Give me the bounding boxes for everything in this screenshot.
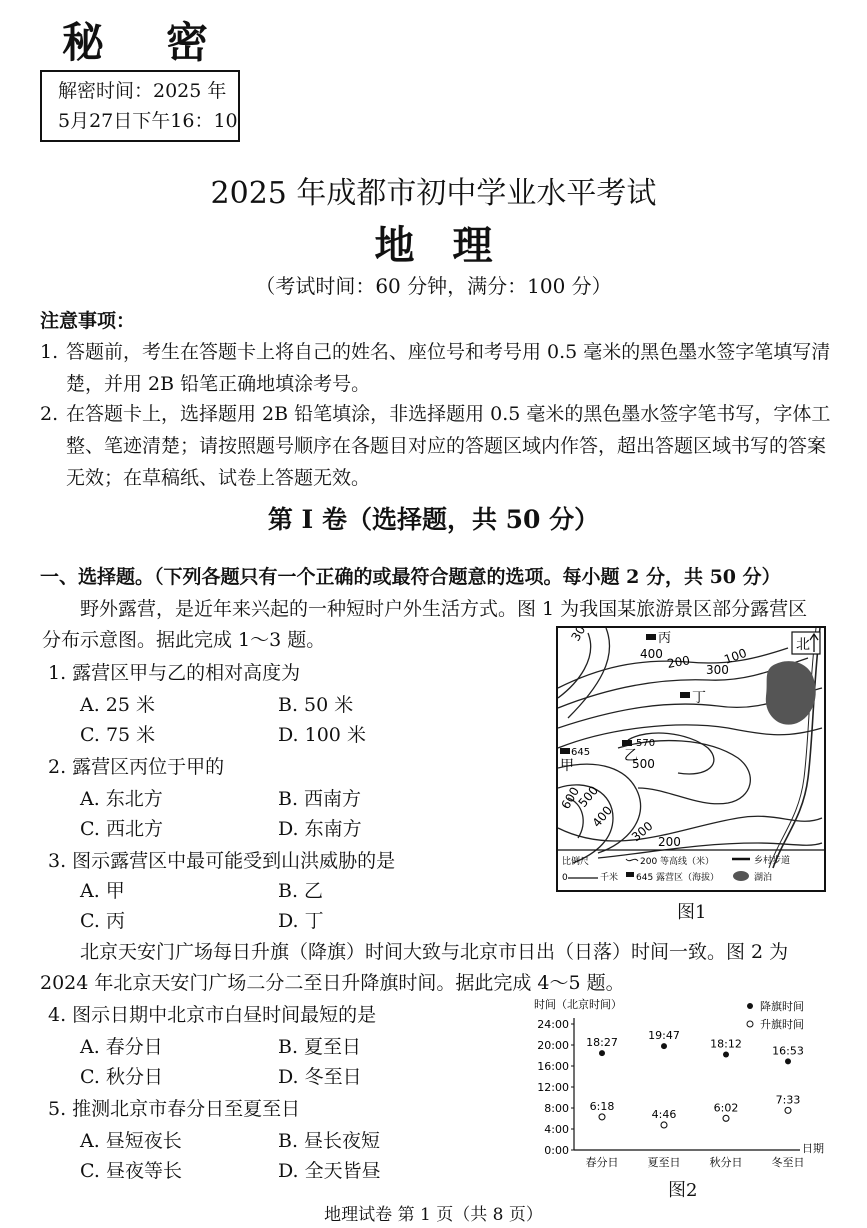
data-label: 4:46 <box>651 1107 677 1121</box>
group2-intro-line1: 北京天安门广场每日升旗（降旗）时间大致与北京市日出（日落）时间一致。图 2 为 <box>80 941 789 963</box>
option: B. 50 米 <box>278 694 354 716</box>
declass-line-1: 解密时间：2025 年 <box>58 80 227 102</box>
question-stem: 5. 推测北京市春分日至夏至日 <box>48 1098 301 1120</box>
y-tick-label: 20:00 <box>537 1039 569 1052</box>
option: D. 全天皆昼 <box>278 1160 381 1182</box>
lowering-point <box>785 1058 791 1064</box>
legend-trail: 乡村步道 <box>754 856 791 866</box>
contour-label: 200 <box>658 835 681 849</box>
option: B. 昼长夜短 <box>278 1130 381 1152</box>
option: C. 昼夜等长 <box>80 1160 182 1182</box>
secret-mark: 秘密 <box>62 18 271 67</box>
y-tick-label: 0:00 <box>544 1144 569 1157</box>
option: D. 丁 <box>278 910 324 932</box>
camp-yi-label: 乙 <box>624 748 638 764</box>
page-footer: 地理试卷 第 1 页（共 8 页） <box>324 1205 543 1225</box>
data-label: 18:27 <box>586 1036 618 1050</box>
legend-contour: 200 等高线（米） <box>640 857 715 867</box>
group1-intro-line2: 分布示意图。据此完成 1～3 题。 <box>42 629 326 651</box>
x-tick-label: 冬至日 <box>771 1156 805 1169</box>
option: B. 夏至日 <box>278 1036 362 1058</box>
y-tick-label: 24:00 <box>537 1018 569 1031</box>
option: C. 丙 <box>80 910 125 932</box>
contour-label: 600 <box>558 784 583 812</box>
data-label: 19:47 <box>648 1029 680 1043</box>
exam-info: （考试时间：60 分钟，满分：100 分） <box>255 274 612 298</box>
lowering-point <box>723 1051 729 1057</box>
notice-item <box>40 336 840 400</box>
contour-label: 400 <box>640 647 663 661</box>
contour-map-svg <box>558 628 824 890</box>
notice-item-text: 答题前，考生在答题卡上将自己的姓名、座位号和考号用 0.5 毫米的黑色墨水签字笔填写清楚，并用 2B 铅笔正确地填涂考号。 <box>66 341 831 395</box>
notice-item-number: 2. <box>40 403 59 425</box>
group2-intro-line2: 2024 年北京天安门广场二分二至日升降旗时间。据此完成 4～5 题。 <box>40 972 625 994</box>
notice-title: 注意事项： <box>40 310 136 332</box>
x-tick-label: 夏至日 <box>647 1156 681 1169</box>
question-stem: 3. 图示露营区中最可能受到山洪威胁的是 <box>48 850 396 872</box>
data-label: 6:18 <box>589 1099 615 1113</box>
legend-lowering-marker <box>747 1003 753 1009</box>
data-label: 6:02 <box>713 1101 739 1115</box>
camp-ding-label: 丁 <box>692 690 706 706</box>
figure2-chart <box>528 996 828 1172</box>
legend-lake: 湖泊 <box>754 873 773 883</box>
legend-raising-marker <box>747 1021 753 1027</box>
data-label: 18:12 <box>710 1037 742 1051</box>
contour-label: 300 <box>706 663 729 677</box>
part-heading: 一、选择题。（下列各题只有一个正确的或最符合题意的选项。每小题 2 分，共 50 分） <box>40 566 781 588</box>
lowering-point <box>599 1050 605 1056</box>
group1-intro-line1: 野外露营，是近年来兴起的一种短时户外生活方式。图 1 为我国某旅游景区部分露营区 <box>80 598 808 620</box>
north-label: 北 <box>796 637 810 653</box>
contour-label: 400 <box>589 803 616 830</box>
legend-scale-label: 比例尺 <box>562 857 590 867</box>
camp-jia <box>560 747 590 774</box>
section-title: 第 I 卷（选择题，共 50 分） <box>267 505 600 534</box>
option: A. 春分日 <box>80 1036 163 1058</box>
option: B. 乙 <box>278 880 324 902</box>
camp-jia-label: 甲 <box>560 758 574 774</box>
x-tick-label: 春分日 <box>585 1156 619 1169</box>
subject-title: 地理 <box>374 222 531 269</box>
y-tick-label: 8:00 <box>544 1102 569 1115</box>
option: A. 东北方 <box>80 788 163 810</box>
question-stem: 4. 图示日期中北京市白昼时间最短的是 <box>48 1004 377 1026</box>
raising-point <box>661 1122 667 1128</box>
option: A. 甲 <box>80 880 125 902</box>
option: D. 100 米 <box>278 724 366 746</box>
y-tick-label: 12:00 <box>537 1081 569 1094</box>
option: C. 秋分日 <box>80 1066 163 1088</box>
contour-label: 500 <box>632 757 655 771</box>
legend-raising-label: 升旗时间 <box>760 1018 804 1031</box>
figure2-caption: 图2 <box>668 1180 698 1201</box>
question-stem: 2. 露营区丙位于甲的 <box>48 756 225 778</box>
contour-label: 100 <box>722 645 749 667</box>
question-stem: 1. 露营区甲与乙的相对高度为 <box>48 662 301 684</box>
figure1-caption: 图1 <box>677 902 707 923</box>
exam-title: 2025 年成都市初中学业水平考试 <box>210 176 657 211</box>
x-tick-label: 秋分日 <box>709 1156 743 1169</box>
notice-item-text: 在答题卡上，选择题用 2B 铅笔填涂，非选择题用 0.5 毫米的黑色墨水签字笔书写，字体工整、笔迹清楚；请按照题号顺序在各题目对应的答题区域内作答，超出答题区域书写的答案无效；在草稿纸、试卷上答题无效。 <box>66 403 831 489</box>
contour-label: 500 <box>575 783 602 810</box>
y-axis-label: 时间（北京时间） <box>534 998 622 1011</box>
notice-item <box>40 398 840 494</box>
camp-bing-label: 丙 <box>658 631 672 646</box>
option: B. 西南方 <box>278 788 362 810</box>
legend-scale-unit: 千米 <box>600 873 619 883</box>
figure1-contour-map <box>556 626 826 892</box>
legend-scale-value: 0 <box>562 873 568 883</box>
camp-bing <box>646 631 671 646</box>
raising-point <box>599 1114 605 1120</box>
contour-label: 300 <box>628 818 656 845</box>
x-axis-label: 日期 <box>802 1142 824 1155</box>
contour-label: 300 <box>568 628 593 644</box>
declassification-box <box>40 70 240 142</box>
y-tick-label: 16:00 <box>537 1060 569 1073</box>
option: C. 西北方 <box>80 818 163 840</box>
option: A. 昼短夜长 <box>80 1130 182 1152</box>
option: A. 25 米 <box>80 694 156 716</box>
legend-lowering-label: 降旗时间 <box>760 1000 804 1013</box>
notice-item-number: 1. <box>40 341 59 363</box>
data-label: 16:53 <box>772 1044 804 1058</box>
contour-label: 200 <box>666 653 692 671</box>
option: D. 冬至日 <box>278 1066 362 1088</box>
camp-jia-elevation: 645 <box>571 747 591 758</box>
legend-camp: 645 露营区（海拔） <box>636 873 720 883</box>
y-tick-label: 4:00 <box>544 1123 569 1136</box>
raising-point <box>785 1107 791 1113</box>
option: C. 75 米 <box>80 724 156 746</box>
lowering-point <box>661 1043 667 1049</box>
option: D. 东南方 <box>278 818 362 840</box>
data-label: 7:33 <box>775 1093 801 1107</box>
declass-line-2: 5月27日下午16：10 <box>58 110 238 132</box>
camp-yi-elevation: 570 <box>636 738 656 749</box>
raising-point <box>723 1115 729 1121</box>
